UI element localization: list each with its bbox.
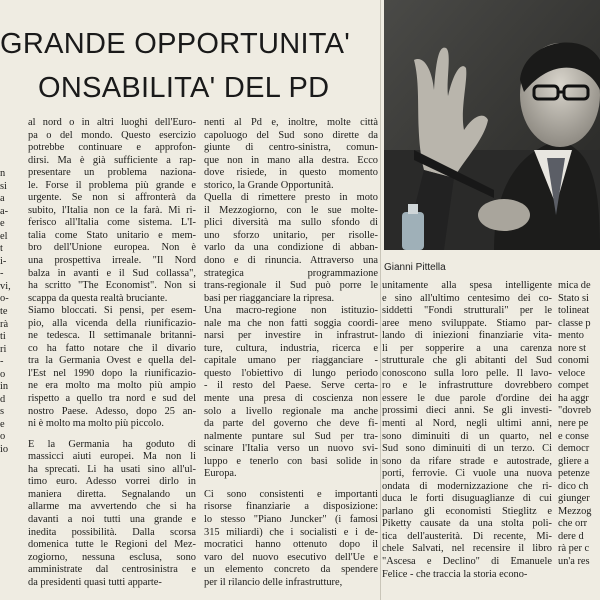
text-line: prossimi dieci anni. Se gli investi- bbox=[382, 405, 552, 417]
text-line: tica dell'austerità. Di recente, Mi- bbox=[382, 530, 552, 542]
text-line: ha aggr bbox=[558, 392, 589, 404]
text-line: domenica tutte le Regioni del Mez- bbox=[28, 539, 196, 551]
text-line bbox=[0, 160, 14, 168]
text-line: sono da rifare strade e autostrade, bbox=[382, 455, 552, 467]
text-line: menti al Nord, negli ultimi anni, bbox=[382, 418, 552, 430]
text-line: nalmente puntare sul Sud per tra- bbox=[204, 430, 378, 442]
text-line: porti, ferrovie. Ci vuole una nuova bbox=[382, 468, 552, 480]
text-line: "Ascesa e Declino" di Emanuele bbox=[382, 556, 552, 568]
text-line: e sino all'ultimo centesimo dei co- bbox=[382, 292, 552, 304]
photo-caption: Gianni Pittella bbox=[384, 262, 446, 273]
text-line: conomi bbox=[558, 355, 590, 367]
text-line: amministrate dal centrosinistra e bbox=[28, 564, 196, 576]
text-line: el bbox=[0, 230, 8, 242]
text-line: ni è molto ma molto più piccolo. bbox=[28, 418, 164, 430]
text-line: per il rilancio delle infrastrutture, bbox=[204, 576, 343, 588]
text-line: davanti a noi tutti una grande e bbox=[28, 513, 196, 525]
text-line: compet bbox=[558, 380, 589, 392]
text-line: e conse bbox=[558, 430, 589, 442]
text-line: balza in avanti e il Sud collassa", bbox=[28, 267, 196, 279]
text-line: talia come Stato unitario e mem- bbox=[28, 229, 196, 241]
text-line: le. Forse il problema più grande e bbox=[28, 179, 196, 191]
text-line: nostro Paese. Adesso, dopo 25 an- bbox=[28, 405, 196, 417]
text-line: o- bbox=[0, 293, 9, 305]
column-d bbox=[558, 280, 600, 569]
text-line: si bbox=[0, 180, 7, 192]
text-line: classe p bbox=[558, 317, 591, 329]
text-line: Europa. bbox=[204, 468, 237, 480]
column-fragment bbox=[0, 160, 14, 457]
text-line: dico ch bbox=[558, 480, 589, 492]
text-line: ro e le infrastrutture dovrebbero bbox=[382, 380, 552, 392]
text-line: vi, bbox=[0, 280, 11, 292]
text-line: Siamo bloccati. Si pensi, per esem- bbox=[28, 305, 196, 317]
text-line: dirsi. Ma è già sufficiente a rap- bbox=[28, 154, 196, 166]
text-line: capitale umano per riagganciare - bbox=[204, 355, 378, 367]
text-line: da presidenti quasi tutti apparte- bbox=[28, 576, 162, 588]
text-line: trans-regionale il Sud può porre le bbox=[204, 280, 378, 292]
text-line: Quella di rimettere presto in moto bbox=[204, 192, 378, 204]
text-line: da parte del governo che deve fi- bbox=[204, 418, 378, 430]
text-line: E la Germania ha goduto di bbox=[28, 438, 196, 450]
text-line: parlano gli economisti Stieglitz e bbox=[382, 505, 552, 517]
text-line: un elemento concreto da spendere bbox=[204, 564, 378, 576]
text-line: basi per riagganciare la ripresa. bbox=[204, 292, 335, 304]
text-line: 315 miliardi) che i socialisti e i de- bbox=[204, 526, 378, 538]
text-line: nale ma che non fatti soggia coordi- bbox=[204, 317, 378, 329]
text-line: que non in mano alla destra. Ecco bbox=[204, 154, 378, 166]
text-line: narsi per investire in infrastrut- bbox=[204, 330, 378, 342]
text-line: plici diversità ma sullo sfondo di bbox=[204, 217, 378, 229]
text-line: tolineat bbox=[558, 305, 590, 317]
text-line: nere pe bbox=[558, 418, 589, 430]
text-line: uno sforzo unitario, per risolle- bbox=[204, 229, 378, 241]
text-line: il Mezzogiorno, con le sue molte- bbox=[204, 204, 378, 216]
text-line: te bbox=[0, 306, 8, 318]
text-line: "dovreb bbox=[558, 405, 592, 417]
text-line: Felice - che traccia la storia econo- bbox=[382, 568, 528, 580]
text-line: siddetti "Fondi strutturali" per le bbox=[382, 305, 552, 317]
text-line: d bbox=[0, 393, 6, 405]
text-line: pa o del mondo. Questo esercizio bbox=[28, 129, 196, 141]
text-line: - bbox=[0, 268, 4, 280]
text-line: mento bbox=[558, 330, 584, 342]
text-line: rà per c bbox=[558, 543, 590, 555]
text-line: l'Est nel 1990 dopo la riunificazio- bbox=[28, 367, 196, 379]
text-line: mocratici hanno ottenuto dopo il bbox=[204, 539, 378, 551]
text-line: dono e di rinuncia. Attraverso una bbox=[204, 255, 378, 267]
text-line: - bbox=[0, 356, 4, 368]
text-line: timo euro. Adesso vorrei dirlo in bbox=[28, 476, 196, 488]
text-line: chele Salvati, nel recensire il libro bbox=[382, 543, 552, 555]
text-line: sono diminuiti di un quarto, nel bbox=[382, 430, 552, 442]
text-line: al nord o in altri luoghi dell'Euro- bbox=[28, 117, 196, 128]
text-line: Mezzog bbox=[558, 505, 592, 517]
text-line: i- bbox=[0, 255, 7, 267]
text-line: giunte di centro-sinistra, comun- bbox=[204, 142, 378, 154]
text-line: una prospettiva irreale. "Il Nord bbox=[28, 255, 196, 267]
text-line: bro dell'Unione europea. Non è bbox=[28, 242, 196, 254]
column-a bbox=[28, 117, 196, 589]
text-line: ha scritto "The Economist". Non si bbox=[28, 280, 196, 292]
text-line: nore st bbox=[558, 342, 586, 354]
text-line: unitamente alla spesa intelligente bbox=[382, 280, 552, 291]
text-line: solo a livello regionale ma anche bbox=[204, 405, 378, 417]
text-line: veloce bbox=[558, 367, 586, 379]
column-b bbox=[204, 117, 378, 589]
text-line: strategica programmazione bbox=[204, 267, 378, 279]
text-line: essere le due parole d'ordine dei bbox=[382, 392, 552, 404]
text-line: aree meno sviluppate. Stiamo par- bbox=[382, 317, 552, 329]
text-line: Piketty causate da una stolta poli- bbox=[382, 518, 552, 530]
portrait-photo-illustration bbox=[384, 0, 600, 250]
text-line: democr bbox=[558, 443, 590, 455]
text-line: ri bbox=[0, 343, 7, 355]
text-line: conoscono sulla loro pelle. Il lavo- bbox=[382, 367, 552, 379]
text-line: mente una presa di coscienza non bbox=[204, 393, 378, 405]
text-line: dove risiede, in questo momento bbox=[204, 167, 378, 179]
text-line: - il resto del Paese. Serve certa- bbox=[204, 380, 378, 392]
text-line: e bbox=[0, 218, 5, 230]
text-line: co ha fatto notare che il divario bbox=[28, 342, 196, 354]
text-line: urgente. Se non si affronterà da bbox=[28, 192, 196, 204]
text-line: io bbox=[0, 444, 9, 456]
headline-line-1: GRANDE OPPORTUNITA' bbox=[0, 28, 351, 60]
headline-line-2: ONSABILITA' DEL PD bbox=[38, 72, 330, 104]
text-line: Una macro-regione non istituzio- bbox=[204, 305, 378, 317]
text-line: storico, la Grande Opportunità. bbox=[204, 179, 334, 191]
text-line: rà bbox=[0, 318, 9, 330]
text-line: strutturale che gli abitanti del Sud bbox=[382, 355, 552, 367]
text-line: n bbox=[0, 168, 6, 179]
text-line: potrebbe continuare e approfon- bbox=[28, 142, 196, 154]
text-line: ti bbox=[0, 331, 6, 343]
article-headline bbox=[0, 22, 382, 110]
text-line: Ci sono consistenti e importanti bbox=[204, 488, 378, 500]
text-line: ondata di modernizzazione che ri- bbox=[382, 480, 552, 492]
text-line: duca le forti disuguaglianze di cui bbox=[382, 493, 552, 505]
text-line: presentare un problema naziona- bbox=[28, 167, 196, 179]
text-line: s bbox=[0, 406, 5, 418]
text-line: maniera diretta. Segnalando un bbox=[28, 488, 196, 500]
portrait-photo bbox=[384, 0, 600, 250]
text-line: ha sprecati. Li ha usati sino all'ul- bbox=[28, 463, 196, 475]
text-line: varo del nuovo esecutivo dell'Ue e bbox=[204, 551, 378, 563]
text-line: mica de bbox=[558, 280, 591, 291]
text-line: ne tedesca. Il settimanale britanni- bbox=[28, 330, 196, 342]
text-line: ferisco all'Italia come sistema. L'I- bbox=[28, 217, 196, 229]
text-line bbox=[28, 431, 196, 439]
text-line: ture, cultura, industria, ricerca e bbox=[204, 342, 378, 354]
text-line: un'a res bbox=[558, 556, 590, 568]
text-line: in bbox=[0, 381, 9, 393]
text-line: capoluogo del Sud sono dirette da bbox=[204, 129, 378, 141]
text-line: dere d bbox=[558, 530, 584, 542]
text-line: scappa da questa realtà bruciante. bbox=[28, 292, 168, 304]
text-line: varlo da una condizione di abban- bbox=[204, 242, 378, 254]
text-line: zogiorno, nessuna esclusa, sono bbox=[28, 551, 196, 563]
column-divider bbox=[380, 0, 381, 600]
text-line: che orr bbox=[558, 518, 588, 530]
text-line: ne era molto ma molto più ampio bbox=[28, 380, 196, 392]
text-line: a bbox=[0, 193, 5, 205]
text-line: e bbox=[0, 418, 5, 430]
text-line: lando di iniezioni finanziarie vita- bbox=[382, 330, 552, 342]
text-line: gliere a bbox=[558, 455, 589, 467]
text-line: Stato si bbox=[558, 292, 589, 304]
text-line: pio, alla vicenda della riunificazio- bbox=[28, 317, 196, 329]
text-line: luppo e tenerlo con basi solide in bbox=[204, 455, 378, 467]
text-line: o bbox=[0, 431, 6, 443]
text-line: scinare l'Italia verso un nuovo svi- bbox=[204, 443, 378, 455]
text-line: subito, l'Italia non ce la farà. Mi ri- bbox=[28, 204, 196, 216]
text-line: questo l'obiettivo di lungo periodo bbox=[204, 367, 378, 379]
text-line: inedita possibilità. Dalla scorsa bbox=[28, 526, 196, 538]
text-line: allarme ma avvertendo che si ha bbox=[28, 501, 196, 513]
text-line: giunger bbox=[558, 493, 590, 505]
text-line: o bbox=[0, 368, 6, 380]
text-line: rispetto a quello tra nord e sud del bbox=[28, 393, 196, 405]
text-line: massicci aiuti europei. Ma non li bbox=[28, 451, 196, 463]
text-line: a- bbox=[0, 205, 9, 217]
text-line: Sud sono diminuiti di un terzo. Ci bbox=[382, 443, 552, 455]
text-line: li per sopperire a una carenza bbox=[382, 342, 552, 354]
text-line: lo stesso "Piano Juncker" (i famosi bbox=[204, 513, 378, 525]
text-line bbox=[204, 481, 378, 489]
text-line: tra la Germania Ovest e quella del- bbox=[28, 355, 196, 367]
text-line: t bbox=[0, 243, 3, 255]
text-line: risorse finanziarie a disposizione: bbox=[204, 501, 378, 513]
column-c bbox=[382, 280, 552, 581]
text-line: petenze bbox=[558, 468, 590, 480]
text-line: nenti al Pd e, inoltre, molte città bbox=[204, 117, 378, 128]
